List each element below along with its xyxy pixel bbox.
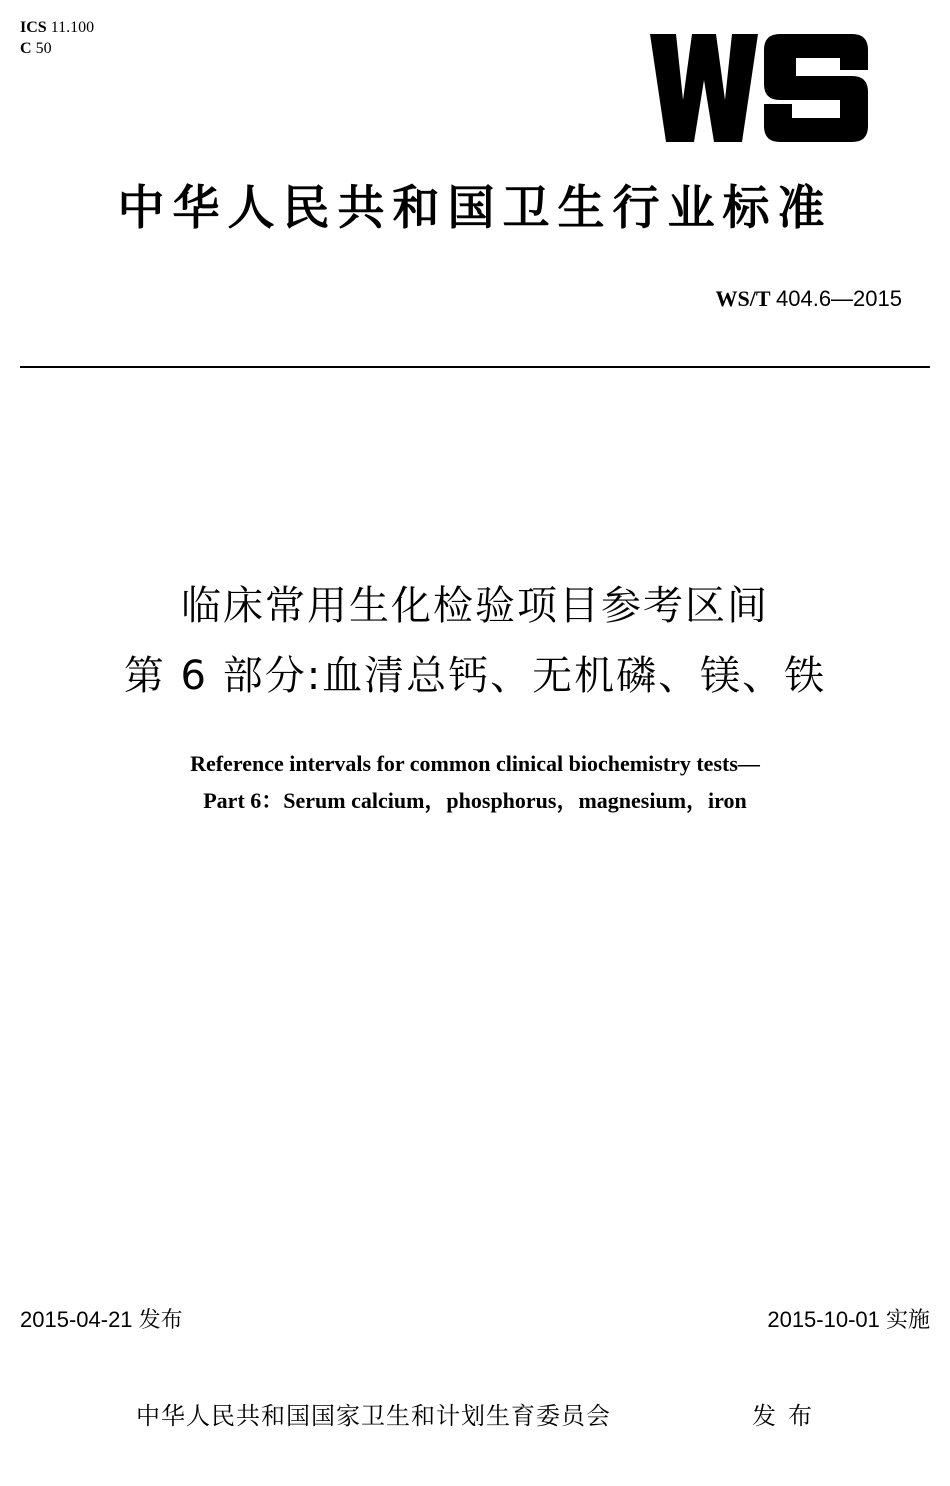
header-divider <box>20 366 930 368</box>
ws-logo <box>650 34 868 142</box>
ics-label: ICS <box>20 19 47 36</box>
english-title-line-1: Reference intervals for common clinical biochemistry tests— <box>190 751 760 776</box>
issue-date: 2015-04-21 发布 <box>20 1307 183 1332</box>
chinese-title-line-2: 第 6 部分:血清总钙、无机磷、镁、铁 <box>123 653 827 699</box>
standard-number <box>715 286 902 312</box>
ws-logo-s <box>764 34 868 142</box>
ws-logo-w <box>650 34 758 142</box>
ics-code: 11.100 <box>50 19 95 36</box>
publisher-name: 中华人民共和国国家卫生和计划生育委员会 <box>136 1402 611 1430</box>
ics-line <box>20 17 94 38</box>
chinese-title-line-1: 临床常用生化检验项目参考区间 <box>181 583 769 629</box>
publish-label: 发布 <box>752 1402 824 1430</box>
standard-number-prefix: WS/T <box>715 286 771 311</box>
standard-number-value: 404.6—2015 <box>776 286 902 311</box>
ccs-label: C <box>20 40 32 57</box>
ccs-code: 50 <box>35 40 52 57</box>
ccs-line <box>20 38 94 59</box>
implementation-date: 2015-10-01 实施 <box>767 1307 930 1332</box>
english-title-line-2: Part 6：Serum calcium，phosphorus，magnesium，iron <box>203 788 747 813</box>
agency-title: 中华人民共和国卫生行业标准 <box>117 181 833 236</box>
classification-codes <box>20 17 94 59</box>
